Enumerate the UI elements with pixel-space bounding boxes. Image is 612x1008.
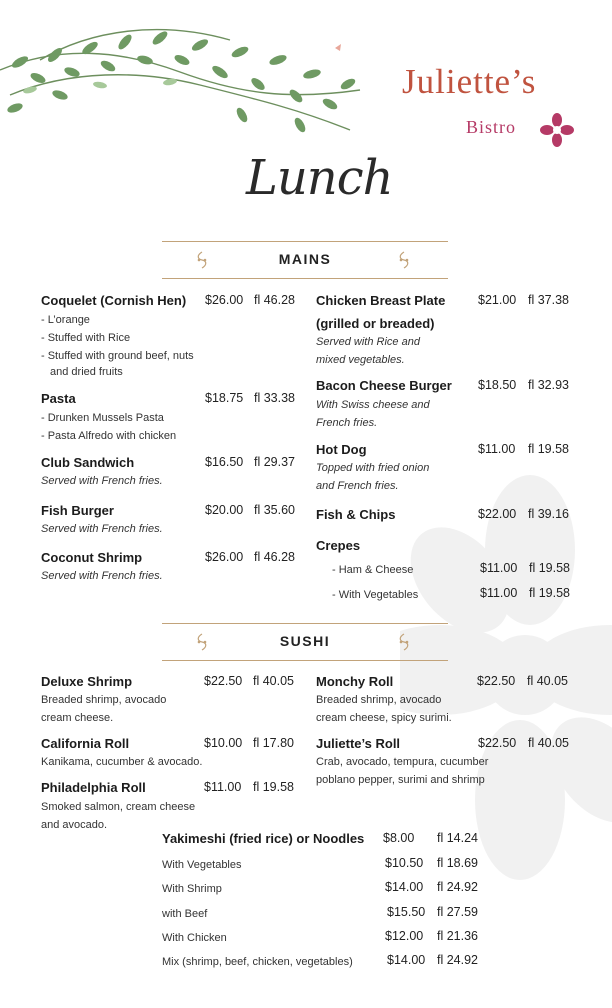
item-description: Served with French fries. [41, 475, 163, 487]
price-usd: $11.00 [480, 561, 518, 575]
price-fl: fl 17.80 [253, 736, 295, 750]
menu-item-name: Juliette’s Roll [316, 736, 401, 751]
price-usd: $14.00 [385, 880, 424, 894]
item-description: Served with French fries. [41, 570, 163, 582]
menu-item-name: Coconut Shrimp [41, 550, 143, 565]
item-option: - Stuffed with Rice [41, 332, 131, 344]
price-usd: $20.00 [205, 503, 244, 517]
brand-subtitle: Bistro [466, 117, 517, 137]
menu-item-name: Fish & Chips [316, 507, 396, 522]
ornament-icon [397, 632, 411, 652]
menu-title: Lunch [246, 150, 393, 206]
menu-item-name: Coquelet (Cornish Hen) [41, 293, 187, 308]
item-option: - With Vegetables [332, 589, 419, 601]
price-fl: fl 19.58 [529, 586, 571, 600]
price-fl: fl 46.28 [254, 293, 296, 307]
menu-item-name: Chicken Breast Plate [316, 293, 446, 308]
item-description: With Swiss cheese and [316, 399, 430, 411]
menu-item-name: Deluxe Shrimp [41, 674, 133, 689]
price-usd: $10.00 [204, 736, 243, 750]
menu-item-name: Yakimeshi (fried rice) or Noodles [162, 831, 365, 846]
menu-item-name: (grilled or breaded) [316, 316, 435, 331]
price-usd: $10.50 [385, 856, 424, 870]
mains-section-header [162, 241, 448, 279]
price-usd: $22.50 [478, 736, 517, 750]
menu-item-name: Fish Burger [41, 503, 114, 518]
price-usd: $22.50 [204, 674, 243, 688]
price-fl: fl 32.93 [528, 378, 570, 392]
vine-decoration [0, 0, 400, 150]
price-fl: fl 19.58 [253, 780, 295, 794]
price-usd: $22.50 [477, 674, 516, 688]
item-description: Breaded shrimp, avocado [316, 694, 442, 706]
price-fl: fl 29.37 [254, 455, 296, 469]
price-fl: fl 18.69 [437, 856, 479, 870]
item-description: mixed vegetables. [316, 354, 405, 366]
sushi-label: SUSHI [279, 633, 331, 649]
item-description: Kanikama, cucumber & avocado. [41, 756, 203, 768]
flower-logo-icon [540, 113, 574, 147]
price-fl: fl 14.24 [437, 831, 479, 845]
price-usd: $11.00 [204, 780, 242, 794]
item-description: Breaded shrimp, avocado [41, 694, 167, 706]
brand-name: Juliette’s [402, 62, 537, 101]
price-usd: $18.50 [478, 378, 517, 392]
item-description: and French fries. [316, 480, 399, 492]
price-usd: $11.00 [480, 586, 518, 600]
item-option: - L’orange [41, 314, 90, 326]
menu-item-name: California Roll [41, 736, 130, 751]
price-fl: fl 19.58 [529, 561, 571, 575]
price-usd: $14.00 [387, 953, 426, 967]
item-description: cream cheese, spicy surimi. [316, 712, 452, 724]
menu-item-name: Philadelphia Roll [41, 780, 146, 795]
price-fl: fl 24.92 [437, 953, 479, 967]
ornament-icon [397, 250, 411, 270]
price-fl: fl 40.05 [527, 674, 569, 688]
sushi-section-header [162, 623, 448, 661]
price-fl: fl 27.59 [437, 905, 479, 919]
price-fl: fl 37.38 [528, 293, 570, 307]
price-usd: $11.00 [478, 442, 516, 456]
price-usd: $26.00 [205, 293, 244, 307]
item-option: Mix (shrimp, beef, chicken, vegetables) [162, 956, 353, 968]
price-fl: fl 35.60 [254, 503, 296, 517]
mains-label: MAINS [278, 251, 332, 267]
menu-item-name: Club Sandwich [41, 455, 135, 470]
menu-item-name: Bacon Cheese Burger [316, 378, 452, 393]
menu-item-name: Hot Dog [316, 442, 367, 457]
price-usd: $8.00 [383, 831, 415, 845]
item-description: French fries. [316, 417, 378, 429]
item-description: poblano pepper, surimi and shrimp [316, 774, 485, 786]
menu-item-name: Monchy Roll [316, 674, 394, 689]
item-option: - Ham & Cheese [332, 564, 414, 576]
item-option: With Chicken [162, 932, 227, 944]
price-fl: fl 39.16 [528, 507, 570, 521]
item-description: Crab, avocado, tempura, cucumber [316, 756, 489, 768]
price-fl: fl 40.05 [253, 674, 295, 688]
price-fl: fl 19.58 [528, 442, 570, 456]
price-usd: $16.50 [205, 455, 244, 469]
item-description: Served with French fries. [41, 523, 163, 535]
menu-item-name: Pasta [41, 391, 76, 406]
menu-item-name: Crepes [316, 538, 361, 553]
item-option: and dried fruits [50, 366, 123, 378]
price-fl: fl 33.38 [254, 391, 296, 405]
price-usd: $22.00 [478, 507, 517, 521]
item-option: With Shrimp [162, 883, 222, 895]
item-option: With Vegetables [162, 859, 242, 871]
price-usd: $18.75 [205, 391, 244, 405]
item-description: Topped with fried onion [316, 462, 430, 474]
price-fl: fl 40.05 [528, 736, 570, 750]
item-option: - Stuffed with ground beef, nuts [41, 350, 194, 362]
price-fl: fl 46.28 [254, 550, 296, 564]
item-description: cream cheese. [41, 712, 114, 724]
price-usd: $21.00 [478, 293, 517, 307]
price-fl: fl 21.36 [437, 929, 479, 943]
price-usd: $12.00 [385, 929, 424, 943]
price-fl: fl 24.92 [437, 880, 479, 894]
item-option: - Drunken Mussels Pasta [41, 412, 164, 424]
price-usd: $15.50 [387, 905, 426, 919]
item-description: Smoked salmon, cream cheese [41, 801, 196, 813]
price-usd: $26.00 [205, 550, 244, 564]
item-description: and avocado. [41, 819, 108, 831]
item-description: Served with Rice and [316, 336, 420, 348]
item-option: with Beef [162, 908, 208, 920]
item-option: - Pasta Alfredo with chicken [41, 430, 177, 442]
